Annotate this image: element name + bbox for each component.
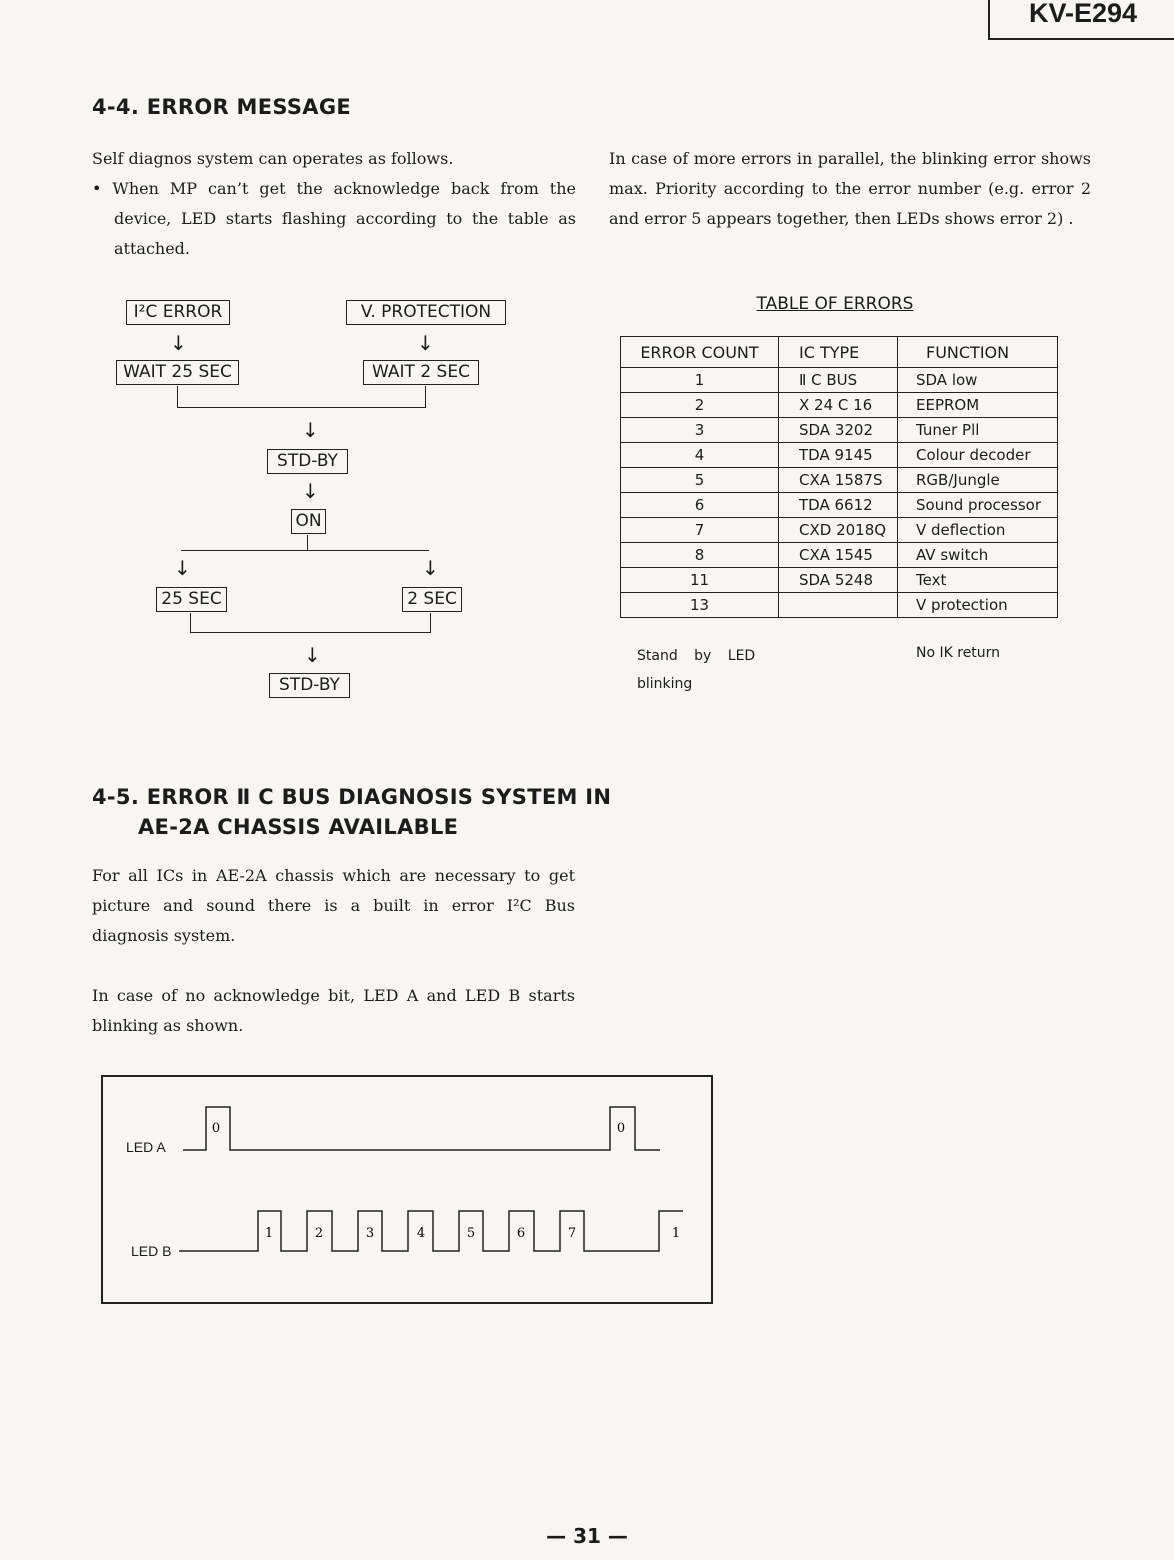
error-count-cell: 4: [621, 443, 779, 468]
function-cell: Sound processor: [898, 493, 1058, 518]
on-box: ON: [291, 509, 326, 534]
function-cell: SDA low: [898, 368, 1058, 393]
column-header: IC TYPE: [779, 337, 898, 368]
function-cell: Colour decoder: [898, 443, 1058, 468]
table-title-text: TABLE OF ERRORS: [756, 294, 914, 314]
ic-type-cell: TDA 9145: [779, 443, 898, 468]
led-a-pulse-label: 0: [211, 1121, 221, 1136]
arrow-down-icon: ↓: [170, 331, 187, 355]
table-row: [621, 593, 1058, 618]
table-row: [621, 468, 1058, 493]
arrow-down-icon: ↓: [304, 643, 321, 667]
table-row: [621, 493, 1058, 518]
connector-line: [307, 535, 308, 550]
led-b-pulse-label: 4: [416, 1226, 426, 1241]
ic-type-cell: TDA 6612: [779, 493, 898, 518]
diagnosis-text: For all ICs in AE-2A chassis which are necessary to get picture and sound there is a built in error I²C Bus diagnosis system.: [92, 866, 575, 945]
section-4-5-title: [92, 785, 611, 839]
table-title: [620, 294, 1050, 314]
priority-text: In case of more errors in parallel, the blinking error shows max. Priority according to the error number (e.g. error 2 and error 5 appears together, then LEDs shows error 2) .: [609, 149, 1091, 228]
table-row: [621, 568, 1058, 593]
table-row: [621, 543, 1058, 568]
ic-type-cell: X 24 C 16: [779, 393, 898, 418]
ic-type-cell: Ⅱ C BUS: [779, 368, 898, 393]
error-count-cell: 11: [621, 568, 779, 593]
table-row: [621, 518, 1058, 543]
function-cell: V deflection: [898, 518, 1058, 543]
function-cell: EEPROM: [898, 393, 1058, 418]
ic-type-cell: [779, 593, 898, 618]
connector-line: [430, 613, 431, 632]
wait-25-sec-box: WAIT 25 SEC: [116, 360, 239, 385]
function-cell: V protection: [898, 593, 1058, 618]
error-count-cell: 7: [621, 518, 779, 543]
led-a-pulse-label: 0: [616, 1121, 626, 1136]
error-flowchart: [0, 0, 600, 720]
i2c-error-box: I²C ERROR: [126, 300, 230, 325]
standby-box: STD-BY: [267, 449, 348, 474]
function-cell: Text: [898, 568, 1058, 593]
table-note-left: Stand by LED blinking: [637, 648, 756, 692]
table-header-row: [621, 337, 1058, 368]
section-4-5-text: [92, 861, 575, 1041]
table-row: [621, 443, 1058, 468]
arrow-down-icon: ↓: [422, 556, 439, 580]
connector-line: [177, 407, 426, 408]
ic-type-cell: CXA 1545: [779, 543, 898, 568]
model-number: KV-E294: [988, 0, 1174, 40]
led-b-pulse-label: 1: [264, 1226, 274, 1241]
page-number: — 31 —: [546, 1524, 628, 1548]
error-count-cell: 13: [621, 593, 779, 618]
blinking-text: In case of no acknowledge bit, LED A and LED B starts blinking as shown.: [92, 986, 575, 1035]
section-4-4-right-text: [609, 144, 1091, 234]
bullet-text: • When MP can’t get the acknowledge back from the device, LED starts flashing according to the table as attached.: [92, 179, 576, 258]
function-cell: Tuner Pll: [898, 418, 1058, 443]
error-count-cell: 1: [621, 368, 779, 393]
led-b-pulse-label: 7: [567, 1226, 577, 1241]
led-b-pulse-label: 3: [365, 1226, 375, 1241]
intro-text: Self diagnos system can operates as follows.: [92, 149, 454, 168]
25-sec-box: 25 SEC: [156, 587, 227, 612]
ic-type-cell: SDA 5248: [779, 568, 898, 593]
led-timing-diagram: [101, 1075, 713, 1304]
connector-line: [177, 386, 178, 407]
error-count-cell: 6: [621, 493, 779, 518]
arrow-down-icon: ↓: [174, 556, 191, 580]
error-count-cell: 8: [621, 543, 779, 568]
column-header: FUNCTION: [898, 337, 1058, 368]
error-count-cell: 5: [621, 468, 779, 493]
error-table: [620, 336, 1058, 618]
ic-type-cell: CXA 1587S: [779, 468, 898, 493]
section-4-4-title: 4-4. ERROR MESSAGE: [92, 95, 352, 119]
error-count-cell: 2: [621, 393, 779, 418]
v-protection-box: V. PROTECTION: [346, 300, 506, 325]
arrow-down-icon: ↓: [302, 479, 319, 503]
function-cell: RGB/Jungle: [898, 468, 1058, 493]
table-row: [621, 418, 1058, 443]
led-b-waveform: [179, 1211, 683, 1251]
connector-line: [190, 632, 431, 633]
ic-type-cell: CXD 2018Q: [779, 518, 898, 543]
led-b-pulse-label: 6: [516, 1226, 526, 1241]
error-count-cell: 3: [621, 418, 779, 443]
2-sec-box: 2 SEC: [402, 587, 462, 612]
table-row: [621, 393, 1058, 418]
led-b-pulse-label: 1: [671, 1226, 681, 1241]
column-header: ERROR COUNT: [621, 337, 779, 368]
led-a-label: LED A: [126, 1139, 166, 1155]
section-4-5-title-line2: AE-2A CHASSIS AVAILABLE: [138, 815, 459, 839]
arrow-down-icon: ↓: [417, 331, 434, 355]
section-4-5-title-line1: 4-5. ERROR Ⅱ C BUS DIAGNOSIS SYSTEM IN: [92, 785, 612, 809]
connector-line: [181, 550, 429, 551]
ic-type-cell: SDA 3202: [779, 418, 898, 443]
led-b-pulse-label: 2: [314, 1226, 324, 1241]
wait-2-sec-box: WAIT 2 SEC: [363, 360, 479, 385]
led-a-waveform: [183, 1107, 660, 1150]
led-b-pulse-label: 5: [466, 1226, 476, 1241]
led-waveforms: [103, 1077, 711, 1302]
led-b-label: LED B: [131, 1243, 172, 1259]
connector-line: [425, 386, 426, 407]
arrow-down-icon: ↓: [302, 418, 319, 442]
table-note-right: No IK return: [916, 645, 1001, 661]
function-cell: AV switch: [898, 543, 1058, 568]
connector-line: [190, 613, 191, 632]
standby-box-final: STD-BY: [269, 673, 350, 698]
table-row: [621, 368, 1058, 393]
